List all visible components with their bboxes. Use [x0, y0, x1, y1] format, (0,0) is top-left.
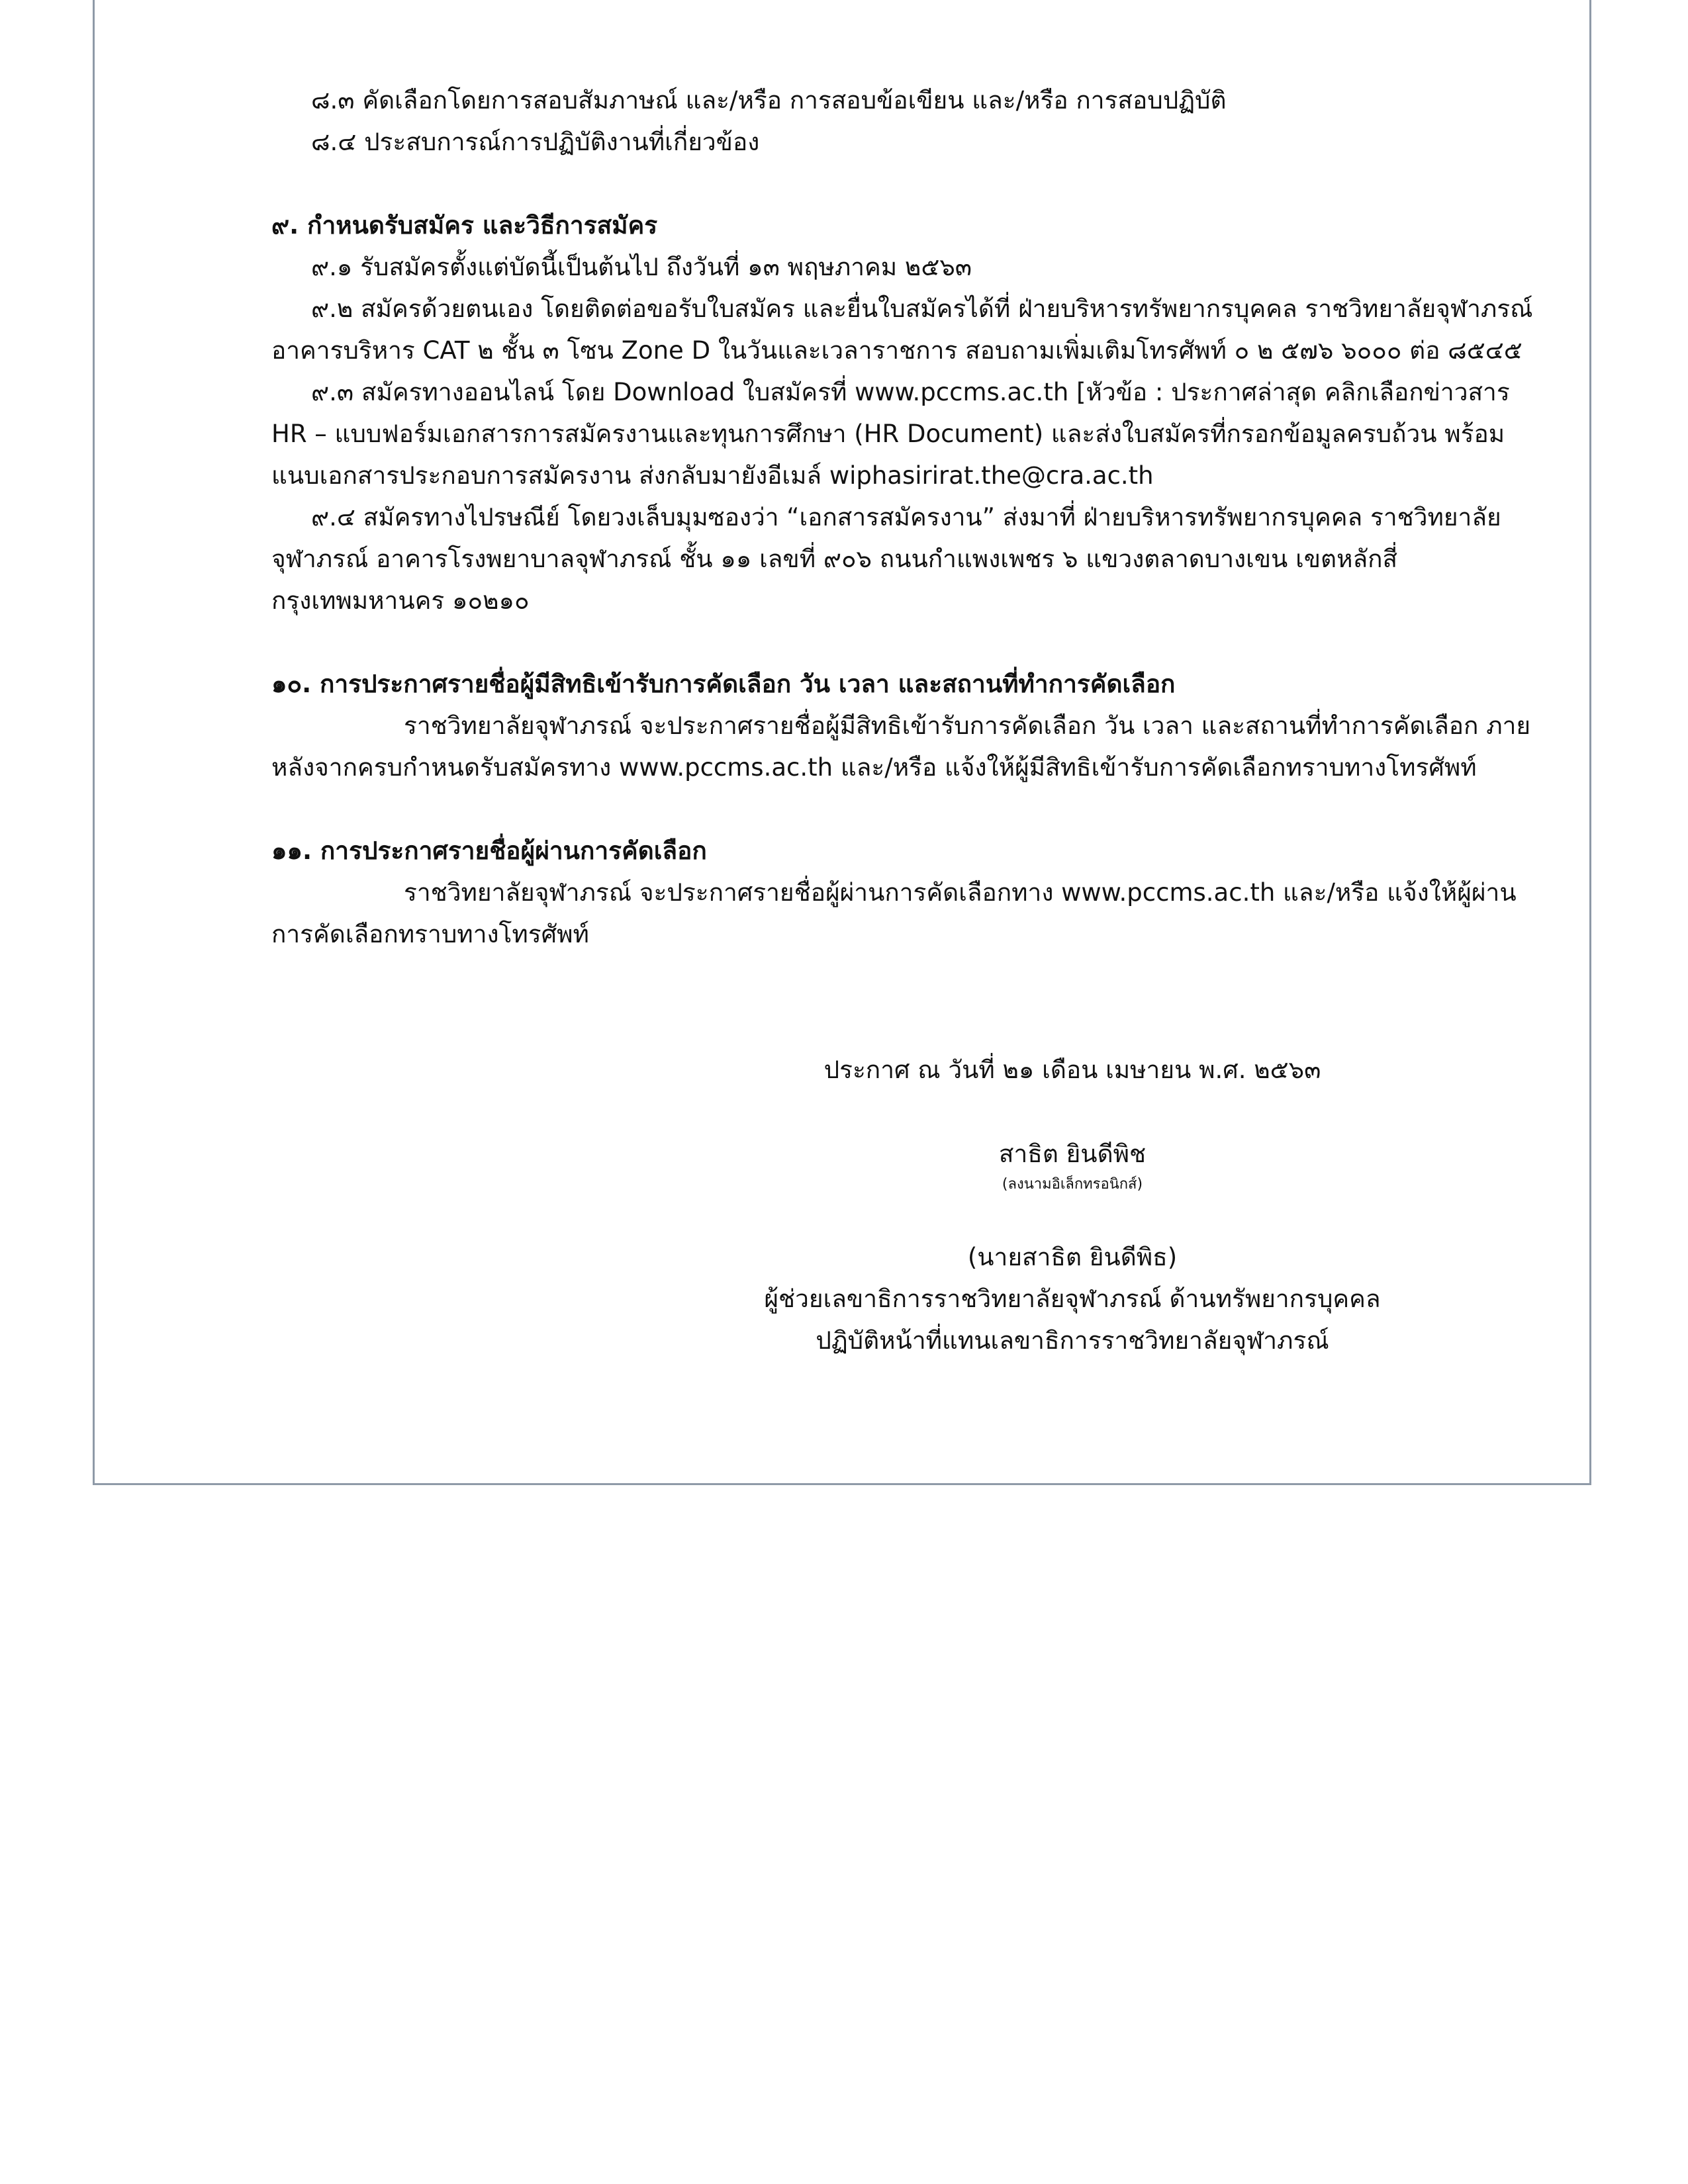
signatory-full-name: (นายสาธิต ยินดีพิธ) — [967, 1243, 1178, 1271]
section10-heading: ๑๐. การประกาศรายชื่อผู้มีสิทธิเข้ารับการคัดเลือก วัน เวลา และสถานที่ทำการคัดเลือก — [271, 670, 1176, 698]
section11-heading: ๑๑. การประกาศรายชื่อผู้ผ่านการคัดเลือก — [271, 837, 707, 865]
section8-item4: ๘.๔ ประสบการณ์การปฏิบัติงานที่เกี่ยวข้อง — [311, 128, 760, 156]
document-body — [271, 79, 1533, 955]
section11-line2: การคัดเลือกทราบทางโทรศัพท์ — [271, 920, 589, 948]
signature-block — [675, 1049, 1470, 1091]
section9-item4-line3: กรุงเทพมหานคร ๑๐๒๑๐ — [271, 586, 530, 615]
section9-item4-line2: จุฬาภรณ์ อาคารโรงพยาบาลจุฬาภรณ์ ชั้น ๑๑ เลขที่ ๙๐๖ ถนนกำแพงเพชร ๖ แขวงตลาดบางเขน เขตหลักสี่ — [271, 545, 1398, 573]
section9-item3-line3: แนบเอกสารประกอบการสมัครงาน ส่งกลับมายังอีเมล์ wiphasirirat.the@cra.ac.th — [271, 461, 1154, 490]
section9-item1: ๙.๑ รับสมัครตั้งแต่บัดนี้เป็นต้นไป ถึงวันที่ ๑๓ พฤษภาคม ๒๕๖๓ — [311, 253, 972, 281]
announcement-date: ประกาศ ณ วันที่ ๒๑ เดือน เมษายน พ.ศ. ๒๕๖๓ — [823, 1056, 1321, 1084]
signatory-details — [675, 1236, 1470, 1361]
section10-line1: ราชวิทยาลัยจุฬาภรณ์ จะประกาศรายชื่อผู้มีสิทธิเข้ารับการคัดเลือก วัน เวลา และสถานที่ทำการคัดเลือก ภาย — [404, 711, 1531, 740]
e-signature-note: (ลงนามอิเล็กทรอนิกส์) — [1002, 1176, 1143, 1193]
section8-item3: ๘.๓ คัดเลือกโดยการสอบสัมภาษณ์ และ/หรือ การสอบข้อเขียน และ/หรือ การสอบปฏิบัติ — [311, 86, 1227, 114]
signatory-position-1: ผู้ช่วยเลขาธิการราชวิทยาลัยจุฬาภรณ์ ด้านทรัพยากรบุคคล — [764, 1285, 1381, 1313]
section9-item3-line1: ๙.๓ สมัครทางออนไลน์ โดย Download ใบสมัครที่ www.pccms.ac.th [หัวข้อ : ประกาศล่าสุด คลิกเลือกข่าวสาร — [311, 378, 1510, 406]
section9-item2-line1: ๙.๒ สมัครด้วยตนเอง โดยติดต่อขอรับใบสมัคร และยื่นใบสมัครได้ที่ ฝ่ายบริหารทรัพยากรบุคคล ราชวิทยาลัยจุฬาภรณ์ — [311, 295, 1533, 323]
section11-line1: ราชวิทยาลัยจุฬาภรณ์ จะประกาศรายชื่อผู้ผ่านการคัดเลือกทาง www.pccms.ac.th และ/หรือ แจ้งให้ผู้ผ่าน — [404, 878, 1517, 907]
signed-name: สาธิต ยินดีพิช — [998, 1140, 1147, 1168]
signature-name-block — [675, 1133, 1470, 1195]
section9-item2-line2: อาคารบริหาร CAT ๒ ชั้น ๓ โซน Zone D ในวันและเวลาราชการ สอบถามเพิ่มเติมโทรศัพท์ ๐ ๒ ๕๗๖ ๖๐๐๐ ต่อ ๘๕๔๕ — [271, 336, 1523, 365]
section10-line2: หลังจากครบกำหนดรับสมัครทาง www.pccms.ac.th และ/หรือ แจ้งให้ผู้มีสิทธิเข้ารับการคัดเลือกทราบทางโทรศัพท์ — [271, 753, 1477, 782]
signatory-position-2: ปฏิบัติหน้าที่แทนเลขาธิการราชวิทยาลัยจุฬาภรณ์ — [816, 1326, 1329, 1355]
section9-heading: ๙. กำหนดรับสมัคร และวิธีการสมัคร — [271, 211, 658, 240]
section9-item3-line2: HR – แบบฟอร์มเอกสารการสมัครงานและทุนการศึกษา (HR Document) และส่งใบสมัครที่กรอกข้อมูลครบถ้วน พร้อม — [271, 420, 1505, 448]
section9-item4-line1: ๙.๔ สมัครทางไปรษณีย์ โดยวงเล็บมุมซองว่า “เอกสารสมัครงาน” ส่งมาที่ ฝ่ายบริหารทรัพยากรบุคคล ราชวิทยาลัย — [311, 503, 1501, 531]
